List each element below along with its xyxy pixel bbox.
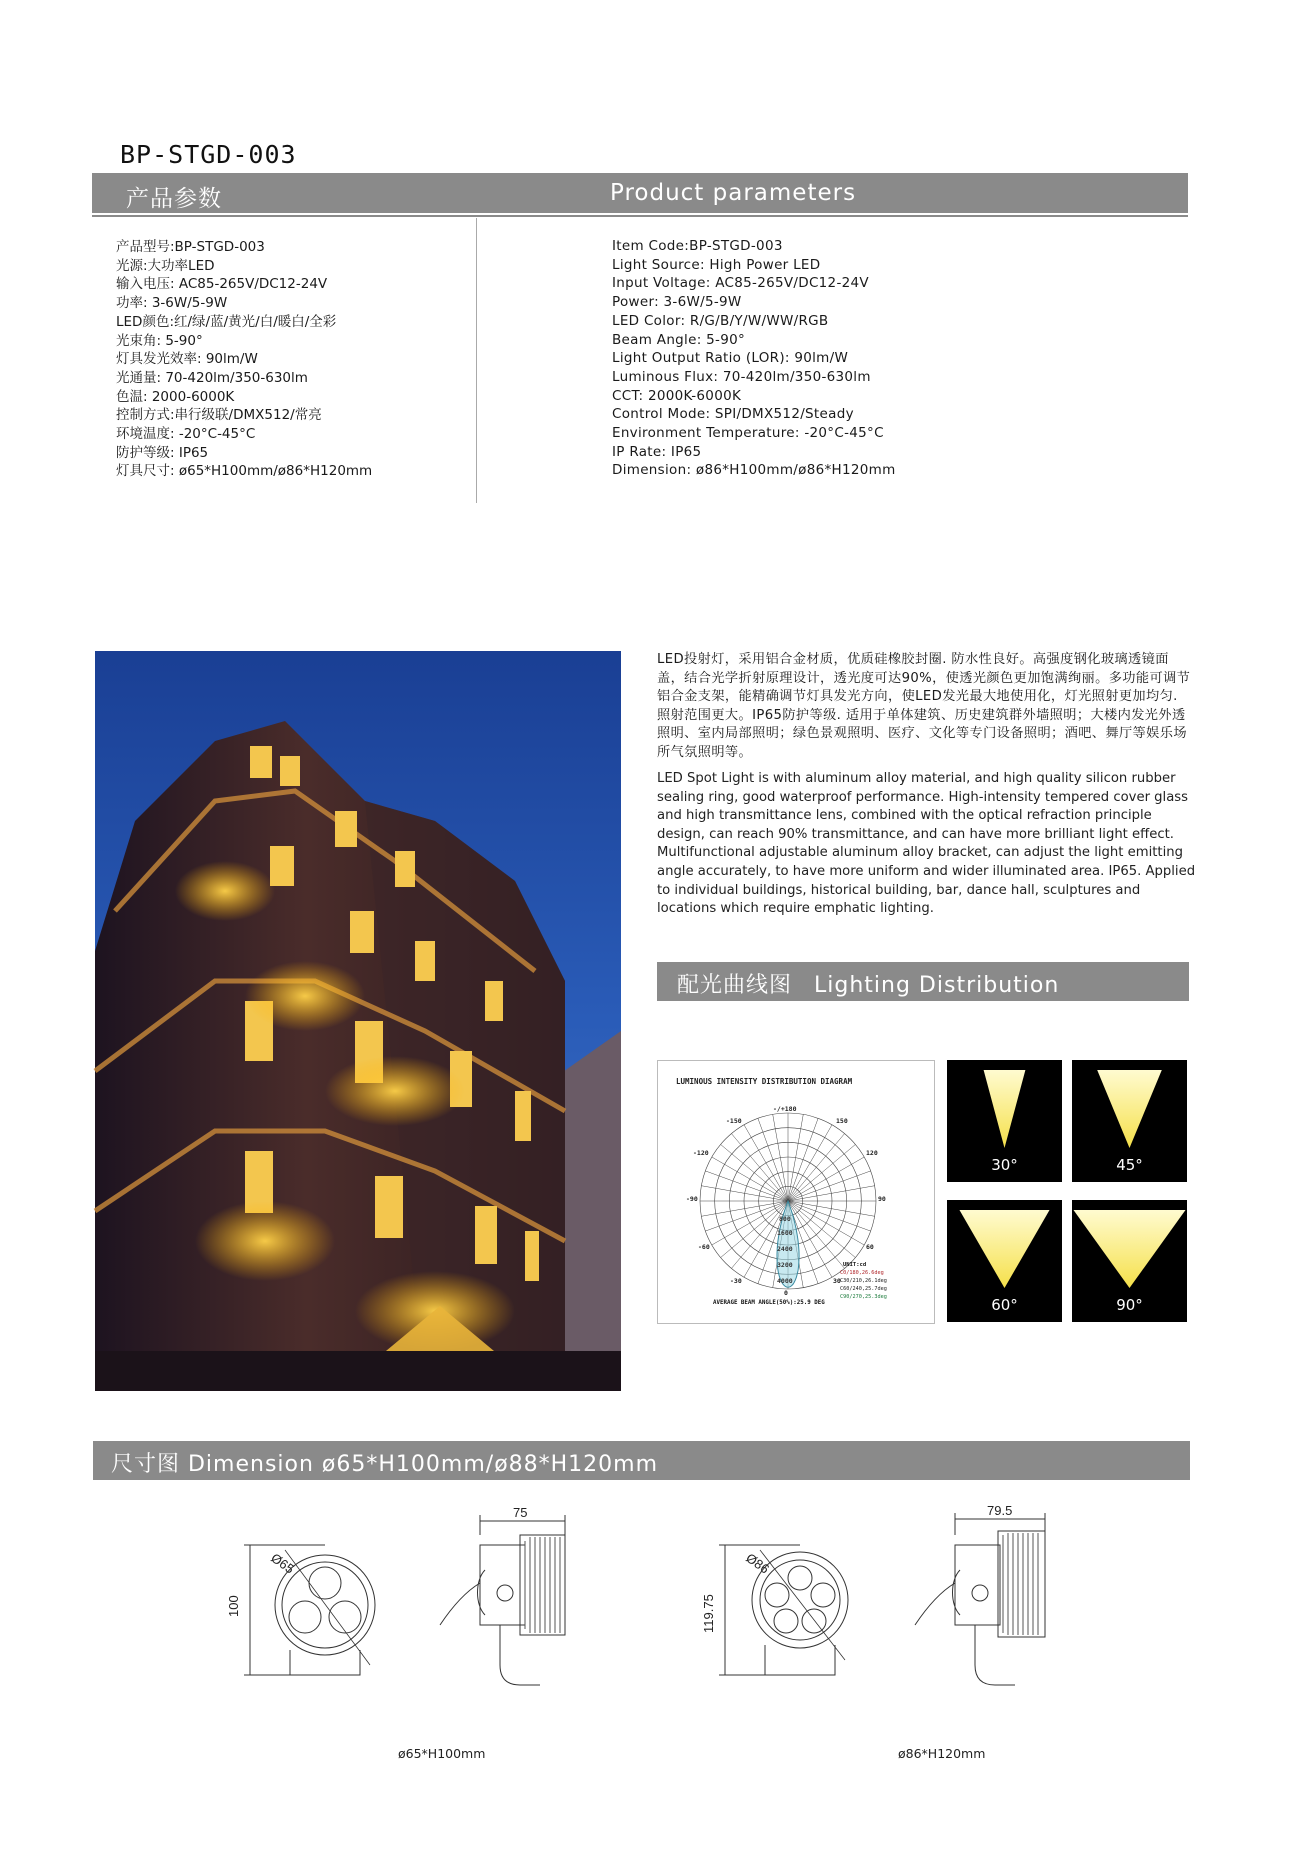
diameter-label: Ø65 [268, 1550, 298, 1577]
polar-legend-item: C90/270,25.3deg [840, 1294, 887, 1300]
column-divider [476, 218, 477, 503]
polar-legend-item: C30/210,26.1deg [840, 1278, 887, 1284]
height-label: 119.75 [701, 1594, 716, 1633]
technical-drawing [226, 1505, 610, 1695]
spec-item: 控制方式:串行级联/DMX512/常亮 [116, 407, 322, 424]
polar-title: LUMINOUS INTENSITY DISTRIBUTION DIAGRAM [676, 1077, 853, 1086]
polar-legend-item: C0/180,26.6deg [840, 1270, 884, 1276]
beam-angle-label: 60° [991, 1296, 1018, 1314]
spec-item: 防护等级: IP65 [116, 444, 209, 461]
building-illustration [95, 651, 621, 1391]
angle-label: -90 [686, 1195, 698, 1203]
description-cn: LED投射灯，采用铝合金材质，优质硅橡胶封圈. 防水性良好。高强度钢化玻璃透镜面盖，结合光学折射原理设计，透光度可达90%，使透光颜色更加饱满绚丽。多功能可调节铝合金支架，能精确调节灯具发光方向，使LED发光最大地使用化，灯光照射更加均匀. 照射范围更大。IP65防护等级. 适用于单体建筑、历史建筑群外墙照明；大楼内发光外透照明、室内局部照明；绿色景观照明、医疗、文化等专门设备照明；酒吧、舞厅等娱乐场所气氛照明等。 [657, 652, 1191, 760]
lighting-distribution-header [657, 962, 1189, 1001]
angle-label: 30 [833, 1277, 841, 1285]
dimension-title: 尺寸图 Dimension ø65*H100mm/ø88*H120mm [111, 1452, 659, 1477]
spec-item: Light Output Ratio (LOR): 90lm/W [612, 350, 849, 367]
beam-angle-label: 45° [1116, 1156, 1143, 1174]
height-label: 100 [226, 1595, 241, 1617]
polar-legend-item: C60/240,25.7deg [840, 1286, 887, 1292]
dimension-caption: ø65*H100mm [398, 1746, 486, 1761]
spec-item: 光束角: 5-90° [116, 332, 203, 349]
distribution-title-cn: 配光曲线图 [677, 973, 793, 998]
spec-item: Input Voltage: AC85-265V/DC12-24V [612, 275, 869, 292]
spec-item: Environment Temperature: -20°C-45°C [612, 425, 884, 442]
angle-label: -/+180 [773, 1105, 797, 1113]
angle-label: -60 [698, 1243, 710, 1251]
depth-label: 79.5 [987, 1503, 1013, 1518]
beam-cone [959, 1210, 1049, 1288]
distribution-title [677, 968, 1059, 999]
dimension-drawing-large [701, 1503, 1085, 1695]
angle-label: 0 [784, 1289, 788, 1297]
angle-label: 90 [878, 1195, 886, 1203]
spec-item: 光通量: 70-420lm/350-630lm [116, 369, 308, 386]
polar-average: AVERAGE BEAM ANGLE(50%):25.9 DEG [713, 1300, 825, 1306]
spec-item: Power: 3-6W/5-9W [612, 294, 742, 311]
technical-drawing [701, 1503, 1085, 1695]
intensity-label: 1600 [777, 1229, 793, 1237]
beam-cone [984, 1070, 1026, 1148]
intensity-label: 3200 [777, 1261, 793, 1269]
beam-angle-tile [947, 1200, 1062, 1322]
angle-label: 60 [866, 1243, 874, 1251]
spec-item: 色温: 2000-6000K [116, 388, 235, 405]
polar-diagram-box [657, 1060, 935, 1324]
building-photo [95, 651, 621, 1391]
beam-angle-label: 90° [1116, 1296, 1143, 1314]
beam-angle-grid [947, 1060, 1187, 1322]
spec-item: CCT: 2000K-6000K [612, 387, 742, 404]
spec-item: LED Color: R/G/B/Y/W/WW/RGB [612, 312, 829, 329]
spec-item: Light Source: High Power LED [612, 256, 821, 273]
distribution-title-en: Lighting Distribution [814, 973, 1060, 998]
params-title-en: Product parameters [610, 180, 857, 206]
depth-label: 75 [513, 1505, 528, 1520]
model-code: BP-STGD-003 [120, 140, 297, 169]
description-en: LED Spot Light is with aluminum alloy material, and high quality silicon rubber sealing ring, good waterproof performance. High-intensity tempered cover glass and high transmittance lens, combined with the optical refraction principle design, can reach 90% transmittance, and can have more brilliant light effect. Multifunctional adjustable aluminum alloy bracket, can adjust the light emitting angle accurately, to have more uniform and wider illuminated area. IP65. Applied to individual buildings, historical building, bar, dance hall, sculptures and locations which require emphatic lighting. [657, 771, 1196, 917]
intensity-label: 4000 [777, 1277, 793, 1285]
polar-diagram [658, 1061, 934, 1323]
dimension-header [93, 1441, 1190, 1480]
spec-item: 灯具尺寸: ø65*H100mm/ø86*H120mm [116, 463, 373, 480]
dimension-drawing-small [226, 1505, 610, 1695]
spec-item: Item Code:BP-STGD-003 [612, 238, 783, 254]
dimension-caption: ø86*H120mm [898, 1746, 986, 1761]
beam-angle-tile [1072, 1200, 1187, 1322]
spec-item: Dimension: ø86*H100mm/ø86*H120mm [612, 462, 896, 479]
beam-cone [1097, 1070, 1162, 1148]
angle-label: -120 [693, 1149, 709, 1157]
angle-label: 120 [866, 1149, 878, 1157]
polar-unit: UNIT:cd [843, 1262, 867, 1268]
spec-list-en [612, 237, 896, 480]
diameter-label: Ø86 [743, 1550, 773, 1577]
params-title-cn: 产品参数 [126, 186, 222, 212]
beam-angle-tile [1072, 1060, 1187, 1182]
params-underline [92, 215, 1188, 217]
spec-item: Luminous Flux: 70-420lm/350-630lm [612, 368, 871, 385]
spec-item: 灯具发光效率: 90lm/W [116, 351, 258, 368]
spec-item: 功率: 3-6W/5-9W [116, 295, 228, 312]
spec-item: 环境温度: -20°C-45°C [116, 426, 256, 443]
spec-list-cn [116, 238, 372, 481]
angle-label: -30 [730, 1277, 742, 1285]
product-parameters-header [92, 173, 1188, 213]
spec-item: Control Mode: SPI/DMX512/Steady [612, 406, 854, 423]
intensity-label: 2400 [777, 1245, 793, 1253]
spec-item: IP Rate: IP65 [612, 443, 702, 460]
intensity-label: 800 [779, 1215, 791, 1223]
spec-item: LED颜色:红/绿/蓝/黄光/白/暖白/全彩 [116, 313, 337, 330]
angle-label: -150 [726, 1117, 742, 1125]
beam-angle-tile [947, 1060, 1062, 1182]
beam-cone [1074, 1210, 1186, 1288]
spec-item: 输入电压: AC85-265V/DC12-24V [116, 276, 328, 293]
beam-angle-label: 30° [991, 1156, 1018, 1174]
angle-label: 150 [836, 1117, 848, 1125]
spec-item: 光源:大功率LED [116, 257, 215, 274]
spec-item: 产品型号:BP-STGD-003 [116, 239, 265, 255]
spec-item: Beam Angle: 5-90° [612, 331, 746, 348]
